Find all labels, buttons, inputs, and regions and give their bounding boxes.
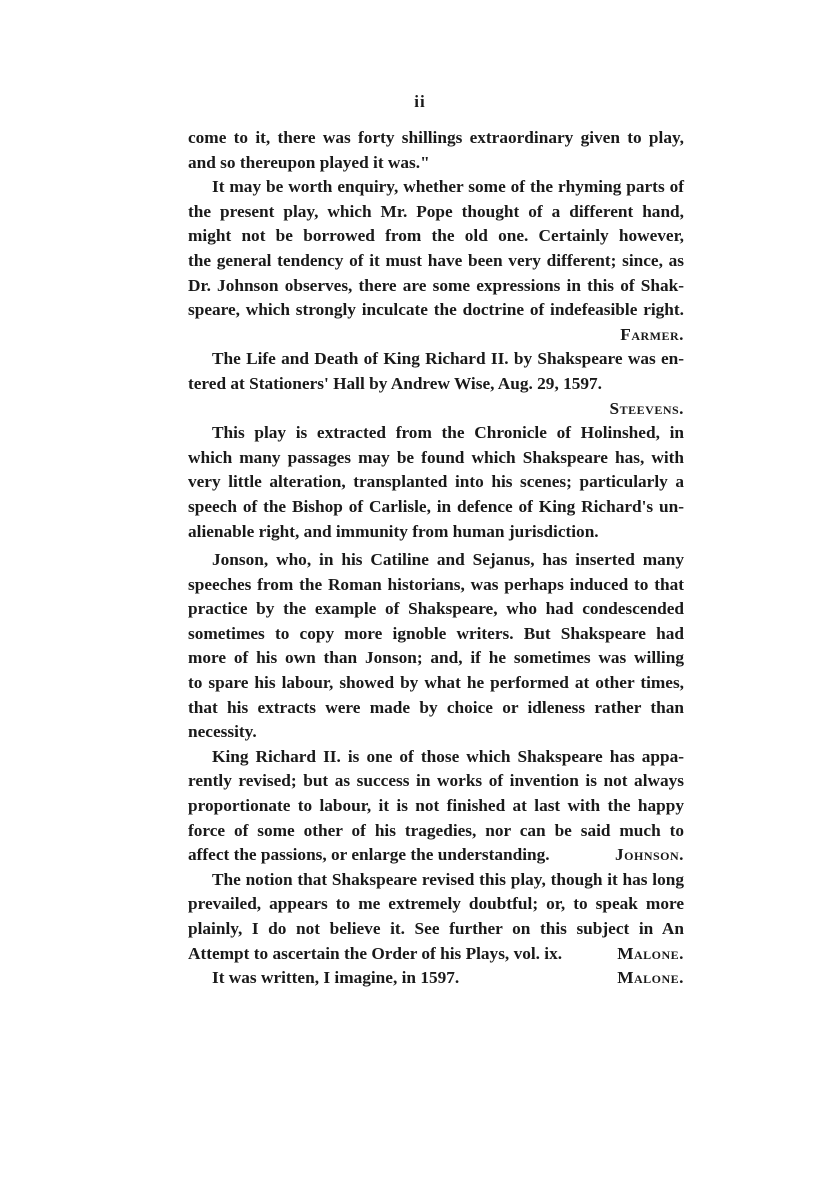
text-line: It was written, I imagine, in 1597.: [212, 968, 460, 988]
text-line: plainly, I do not believe it. See further on this subject in An: [188, 919, 684, 938]
text-line: speare, which strongly inculcate the doctrine of indefeasible right.: [188, 300, 684, 320]
text-line: This play is extracted from the Chronicle of Holinshed, in: [212, 423, 684, 443]
signature-malone: Malone.: [617, 943, 684, 963]
text-line: practice by the example of Shakspeare, who had condescended: [188, 599, 684, 619]
commentary-text: [188, 126, 684, 991]
text-line: that his extracts were made by choice or idleness rather than: [188, 697, 684, 717]
text-line: tered at Stationers' Hall by Andrew Wise, Aug. 29, 1597.: [188, 373, 602, 393]
text-line: The notion that Shakspeare revised this play, though it has long: [212, 869, 684, 889]
text-line: more of his own than Jonson; and, if he sometimes was willing: [188, 648, 684, 668]
text-line: It may be worth enquiry, whether some of the rhyming parts of: [212, 177, 684, 197]
text-line: prevailed, appears to me extremely doubtful; or, to speak more: [188, 894, 684, 914]
text-line: the general tendency of it must have been very different; since, as: [188, 250, 684, 270]
text-line: which many passages may be found which Shakspeare has, with: [188, 447, 684, 467]
text-line: The Life and Death of King Richard II. by Shakspeare was en-: [212, 349, 684, 369]
text-line: might not be borrowed from the old one. Certainly however,: [188, 226, 684, 246]
text-line: Attempt to ascertain the Order of his Plays, vol. ix.: [188, 943, 563, 963]
text-line: speeches from the Roman historians, was perhaps induced to that: [188, 574, 684, 594]
text-line: force of some other of his tragedies, nor can be said much to: [188, 820, 684, 840]
text-line: very little alteration, transplanted into his scenes; particularly a: [188, 472, 684, 492]
signature-johnson: Johnson.: [615, 845, 684, 865]
text-line-with-signature: [188, 942, 684, 967]
text-line: alienable right, and immunity from human jurisdiction.: [188, 521, 599, 541]
signature-farmer: Farmer.: [620, 324, 684, 344]
text-line: to spare his labour, showed by what he performed at other times,: [188, 673, 684, 693]
signature-malone: Malone.: [617, 968, 684, 988]
text-line: and so thereupon played it was.": [188, 152, 430, 172]
text-line-with-signature: [188, 843, 684, 868]
text-line: necessity.: [188, 722, 257, 742]
text-line-with-signature: [188, 966, 684, 991]
text-line: the present play, which Mr. Pope thought of a different hand,: [188, 201, 684, 221]
text-line: Dr. Johnson observes, there are some expressions in this of Shak-: [188, 275, 684, 295]
text-line: sometimes to copy more ignoble writers. But Shakspeare had: [188, 623, 684, 643]
text-line: proportionate to labour, it is not finished at last with the happy: [188, 796, 684, 816]
text-line: speech of the Bishop of Carlisle, in defence of King Richard's un-: [188, 496, 684, 516]
text-line: come to it, there was forty shillings extraordinary given to play,: [188, 128, 684, 147]
signature-steevens: Steevens.: [609, 398, 684, 418]
text-line: affect the passions, or enlarge the understanding.: [188, 845, 550, 865]
page-number: ii: [414, 92, 426, 111]
text-line: rently revised; but as success in works of invention is not always: [188, 771, 684, 791]
text-line: King Richard II. is one of those which Shakspeare has appa-: [212, 746, 684, 766]
text-line: Jonson, who, in his Catiline and Sejanus, has inserted many: [212, 550, 684, 570]
